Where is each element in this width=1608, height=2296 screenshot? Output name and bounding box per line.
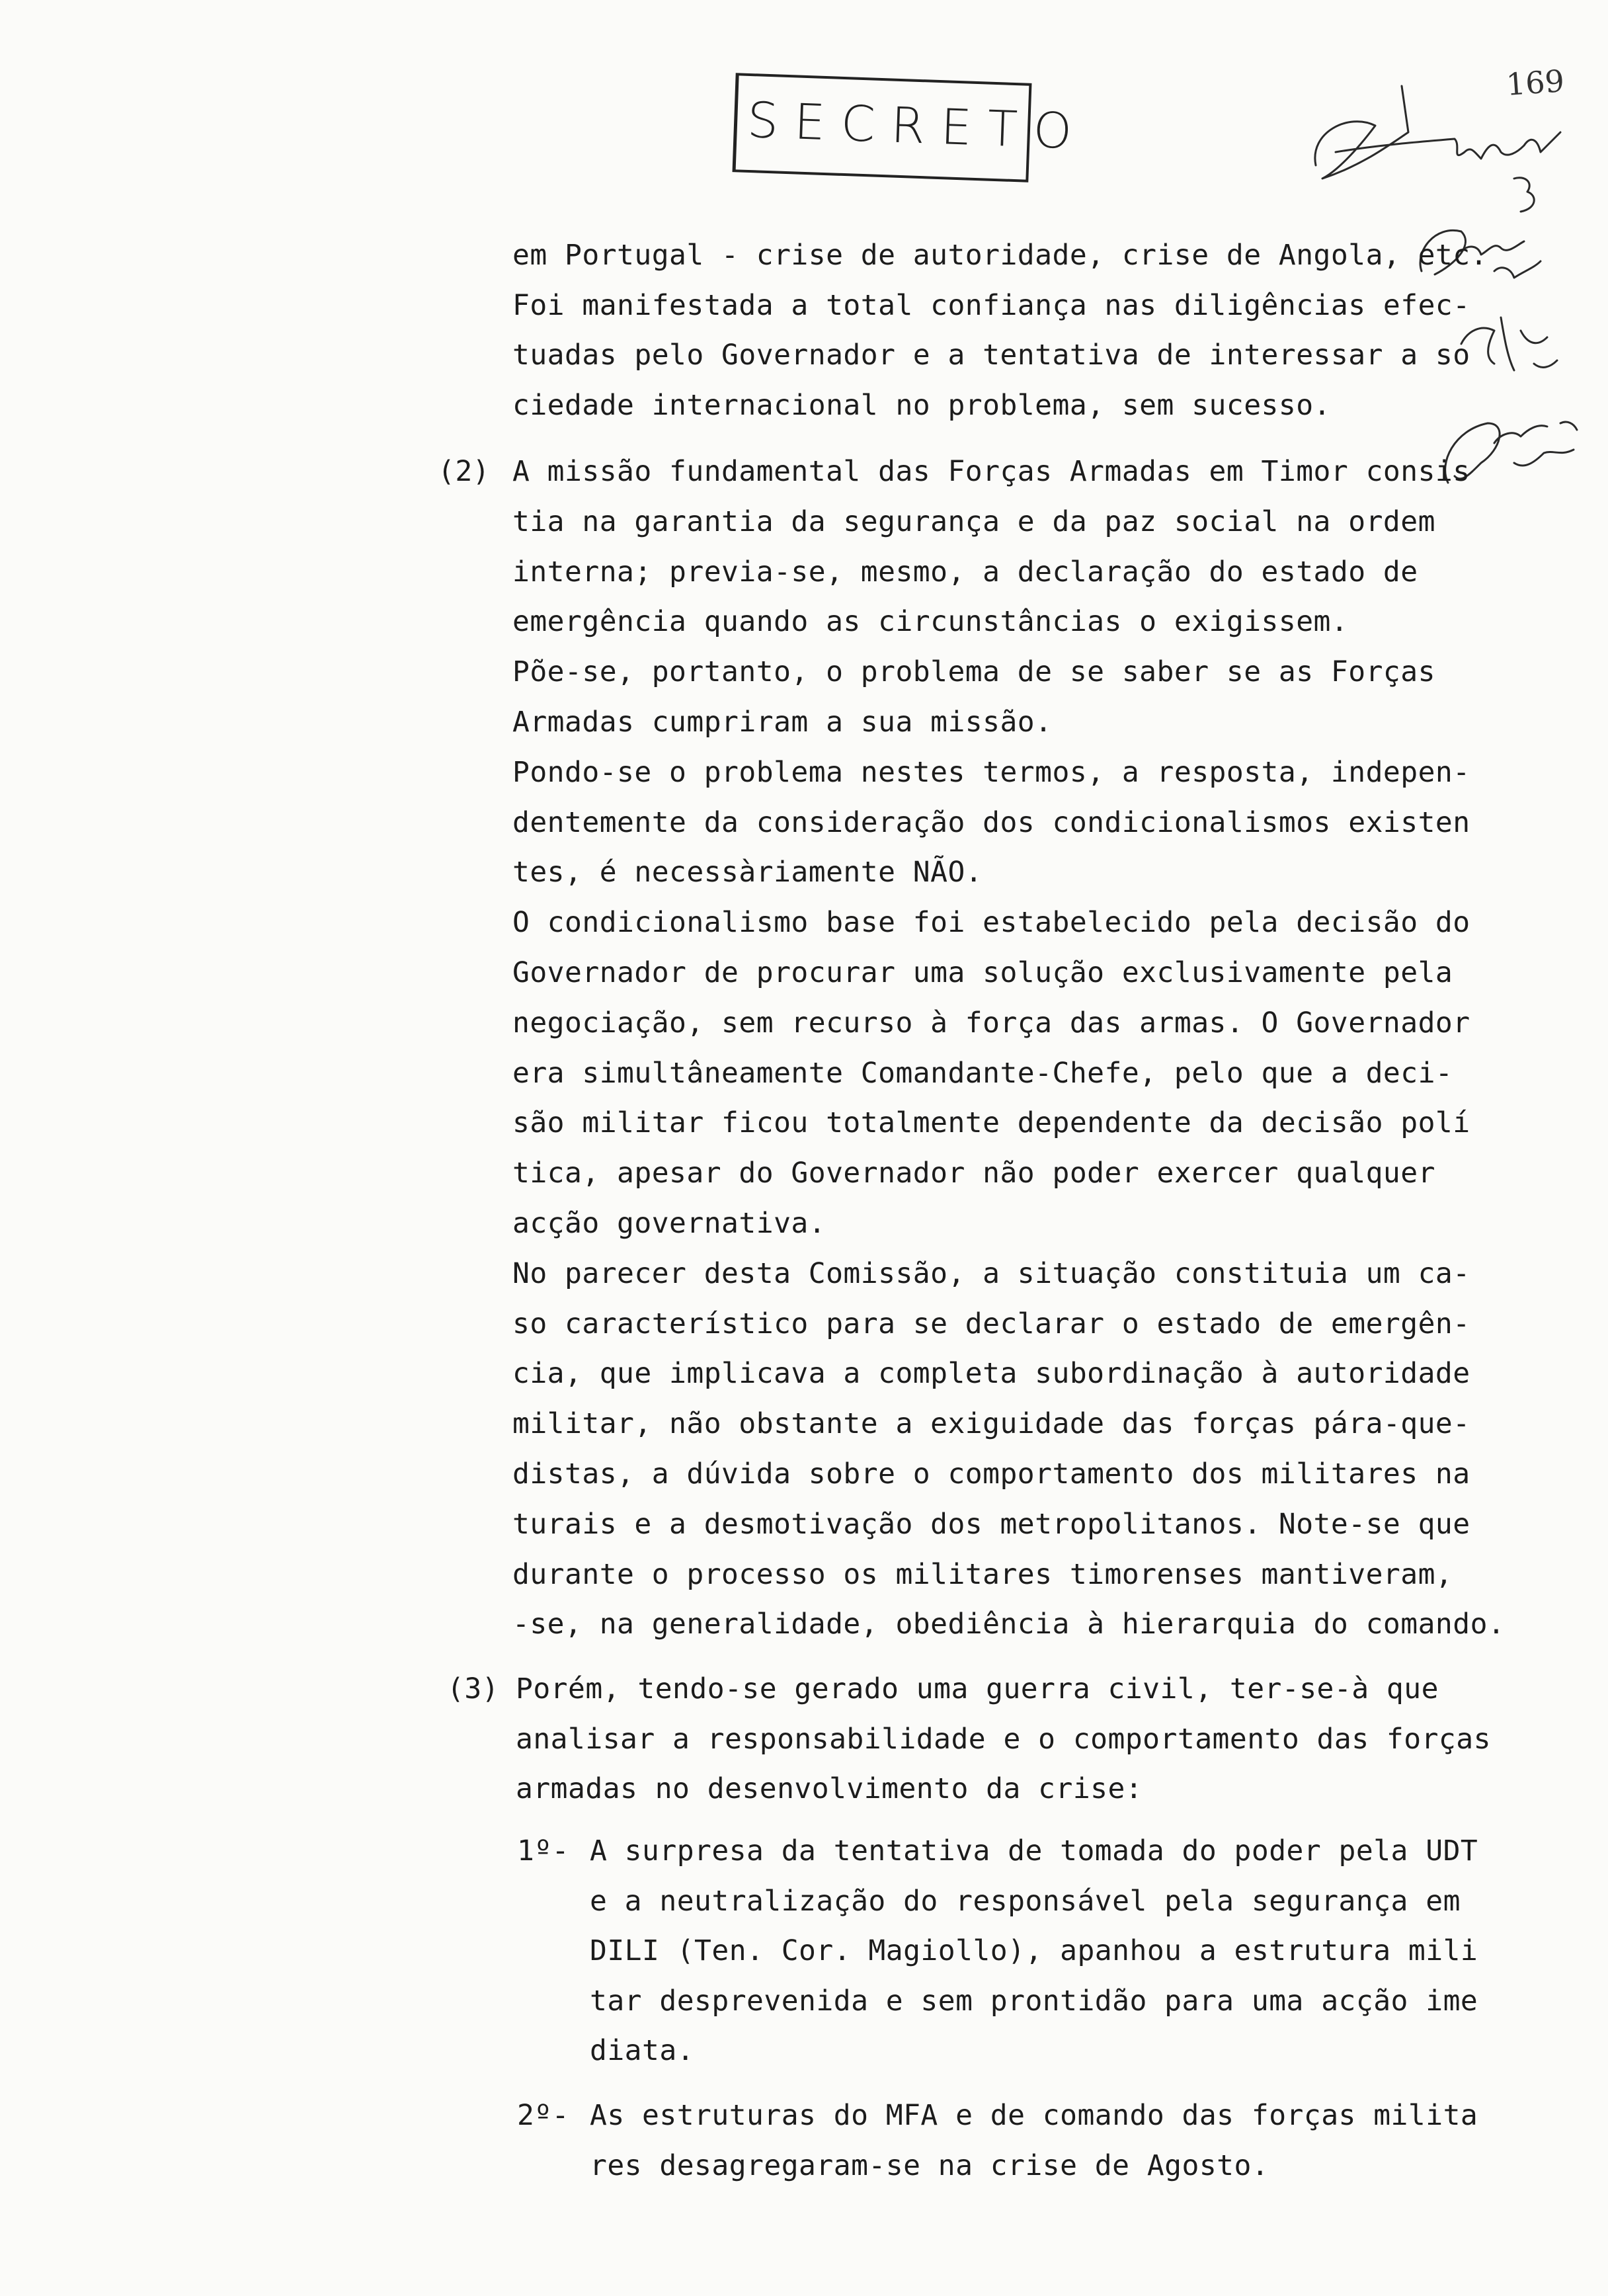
- text-line: acção governativa.: [512, 1207, 826, 1240]
- text-line: A surpresa da tentativa de tomada do poder pela UDT: [590, 1834, 1478, 1867]
- text-line: DILI (Ten. Cor. Magiollo), apanhou a estrutura mili: [590, 1934, 1478, 1967]
- text-line: emergência quando as circunstâncias o exigissem.: [512, 605, 1349, 639]
- text-line: Governador de procurar uma solução exclusivamente pela: [512, 956, 1453, 989]
- text-line: durante o processo os militares timorenses mantiveram,: [512, 1557, 1453, 1591]
- text-line: distas, a dúvida sobre o comportamento dos militares na: [512, 1457, 1470, 1491]
- section-3-marker: (3): [447, 1672, 500, 1705]
- text-line: so característico para se declarar o estado de emergên-: [512, 1307, 1470, 1340]
- text-line: interna; previa-se, mesmo, a declaração do estado de: [512, 555, 1418, 589]
- text-line: Pondo-se o problema nestes termos, a resposta, indepen-: [512, 755, 1470, 789]
- text-line: -se, na generalidade, obediência à hierarquia do comando.: [512, 1608, 1506, 1641]
- text-line: A missão fundamental das Forças Armadas em Timor consis: [512, 455, 1470, 488]
- text-line: e a neutralização do responsável pela segurança em: [590, 1884, 1461, 1918]
- text-line: As estruturas do MFA e de comando das forças milita: [590, 2099, 1478, 2132]
- text-line: turais e a desmotivação dos metropolitanos. Note-se que: [512, 1507, 1470, 1541]
- signature-3: [1461, 317, 1557, 370]
- text-line: em Portugal - crise de autoridade, crise de Angola, etc.: [512, 239, 1488, 272]
- text-line: tar desprevenida e sem prontidão para uma acção ime: [590, 1984, 1478, 2018]
- text-line: tia na garantia da segurança e da paz social na ordem: [512, 505, 1435, 538]
- item-2-marker: 2º-: [517, 2099, 570, 2132]
- text-line: tica, apesar do Governador não poder exercer qualquer: [512, 1157, 1435, 1190]
- text-line: dentemente da consideração dos condicionalismos existen: [512, 805, 1470, 839]
- stamp-text: SECRETO: [746, 91, 1089, 161]
- signature-mark-3: [1514, 178, 1534, 212]
- text-line: tuadas pelo Governador e a tentativa de interessar a so: [512, 339, 1470, 372]
- text-line: são militar ficou totalmente dependente da decisão polí: [512, 1106, 1470, 1140]
- text-line: era simultâneamente Comandante-Chefe, pelo que a deci-: [512, 1056, 1453, 1090]
- handwritten-signatures: [1296, 53, 1607, 516]
- text-line: Porém, tendo-se gerado uma guerra civil, ter-se-à que: [516, 1672, 1439, 1705]
- text-line: No parecer desta Comissão, a situação constituia um ca-: [512, 1256, 1470, 1290]
- text-line: diata.: [590, 2034, 695, 2067]
- text-line: Armadas cumpriram a sua missão.: [512, 706, 1053, 739]
- secret-stamp: [733, 73, 1089, 183]
- text-line: militar, não obstante a exiguidade das forças pára-que-: [512, 1407, 1470, 1441]
- page-number: 169: [1505, 63, 1566, 102]
- text-line: analisar a responsabilidade e o comportamento das forças: [516, 1722, 1491, 1756]
- text-line: res desagregaram-se na crise de Agosto.: [590, 2149, 1269, 2182]
- text-line: negociação, sem recurso à força das armas. O Governador: [512, 1006, 1470, 1040]
- text-line: Põe-se, portanto, o problema de se saber se as Forças: [512, 655, 1435, 689]
- signature-1: [1315, 86, 1560, 179]
- text-line: tes, é necessàriamente NÃO.: [512, 856, 983, 889]
- section-2-marker: (2): [438, 455, 491, 488]
- text-line: O condicionalismo base foi estabelecido pela decisão do: [512, 906, 1470, 940]
- item-1-marker: 1º-: [517, 1834, 570, 1867]
- text-line: cia, que implicava a completa subordinação à autoridade: [512, 1357, 1470, 1391]
- text-line: ciedade internacional no problema, sem sucesso.: [512, 388, 1331, 422]
- text-line: armadas no desenvolvimento da crise:: [516, 1772, 1143, 1805]
- text-line: Foi manifestada a total confiança nas diligências efec-: [512, 288, 1470, 322]
